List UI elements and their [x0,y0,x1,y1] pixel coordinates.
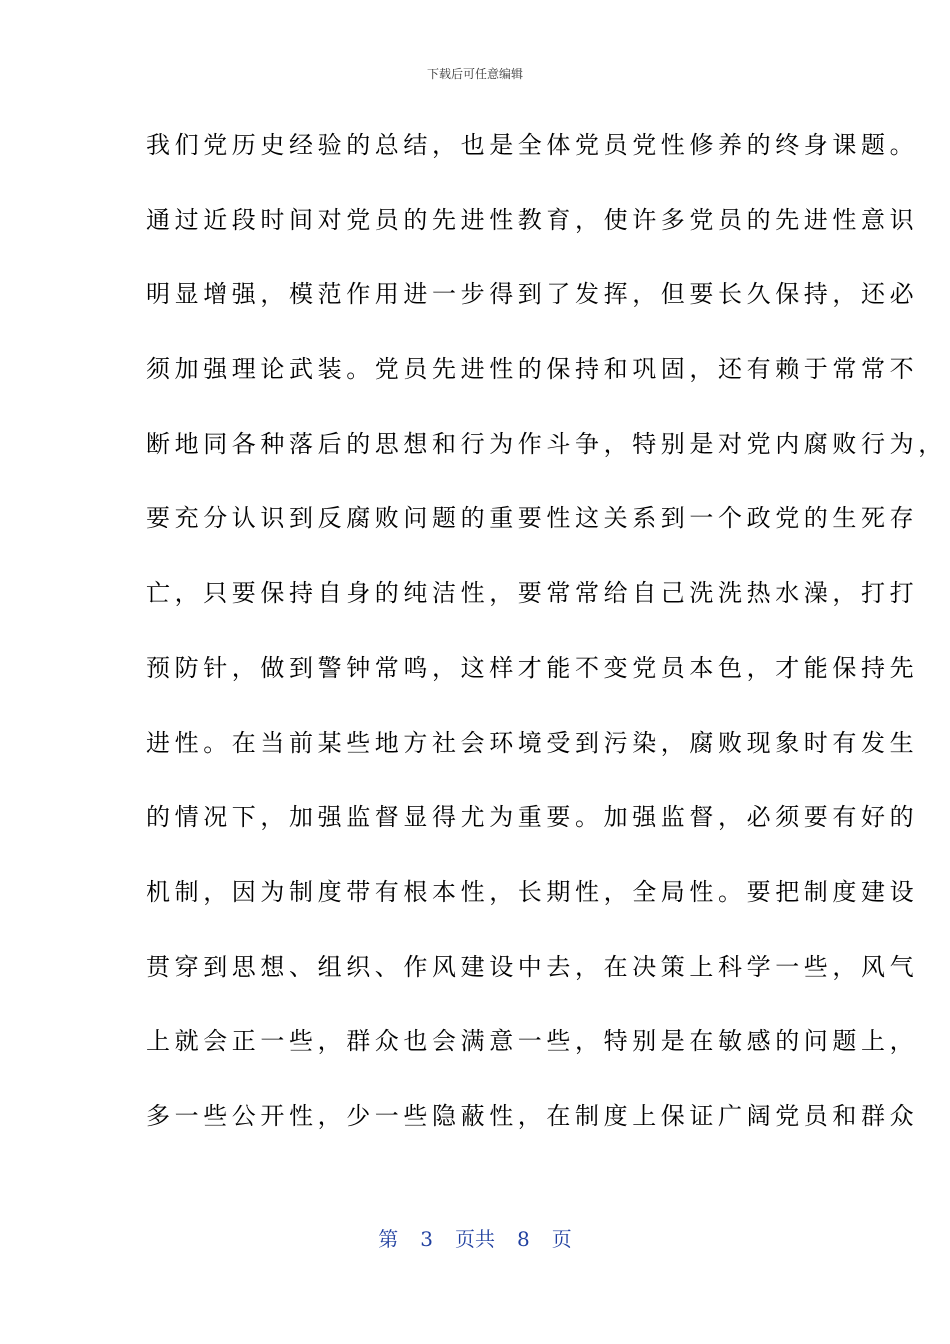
text-line: 贯穿到思想、组织、作风建设中去，在决策上科学一些，风气 [146,952,919,981]
text-line: 多一些公开性，少一些隐蔽性，在制度上保证广阔党员和群众 [146,1101,919,1130]
text-line: 的情况下，加强监督显得尤为重要。加强监督，必须要有好的 [146,803,919,832]
footer-middle: 页共 [455,1227,495,1251]
text-line: 明显增强，模范作用进一步得到了发挥，但要长久保持，还必 [146,280,919,309]
text-line: 进性。在当前某些地方社会环境受到污染，腐败现象时有发生 [146,728,919,757]
text-line: 要充分认识到反腐败问题的重要性这关系到一个政党的生死存 [146,504,919,533]
body-text [146,128,947,1174]
text-line: 断地同各种落后的思想和行为作斗争，特别是对党内腐败行为， [146,429,947,458]
text-line: 上就会正一些，群众也会满意一些，特别是在敏感的问题上， [146,1027,919,1056]
footer-prefix: 第 [378,1227,399,1251]
text-line: 预防针，做到警钟常鸣，这样才能不变党员本色，才能保持先 [146,653,919,682]
text-line: 机制，因为制度带有根本性，长期性，全局性。要把制度建设 [146,877,919,906]
footer-suffix: 页 [551,1227,572,1251]
page-footer [0,1226,950,1252]
total-pages-number: 8 [517,1227,530,1251]
text-line: 须加强理论武装。党员先进性的保持和巩固，还有赖于常常不 [146,355,919,384]
text-line: 我们党历史经验的总结，也是全体党员党性修养的终身课题。 [146,131,919,159]
text-line: 亡，只要保持自身的纯洁性，要常常给自己洗洗热水澡，打打 [146,579,919,608]
current-page-number: 3 [420,1227,433,1251]
header-note: 下载后可任意编辑 [426,67,523,81]
text-line: 通过近段时间对党员的先进性教育，使许多党员的先进性意识 [146,205,919,234]
